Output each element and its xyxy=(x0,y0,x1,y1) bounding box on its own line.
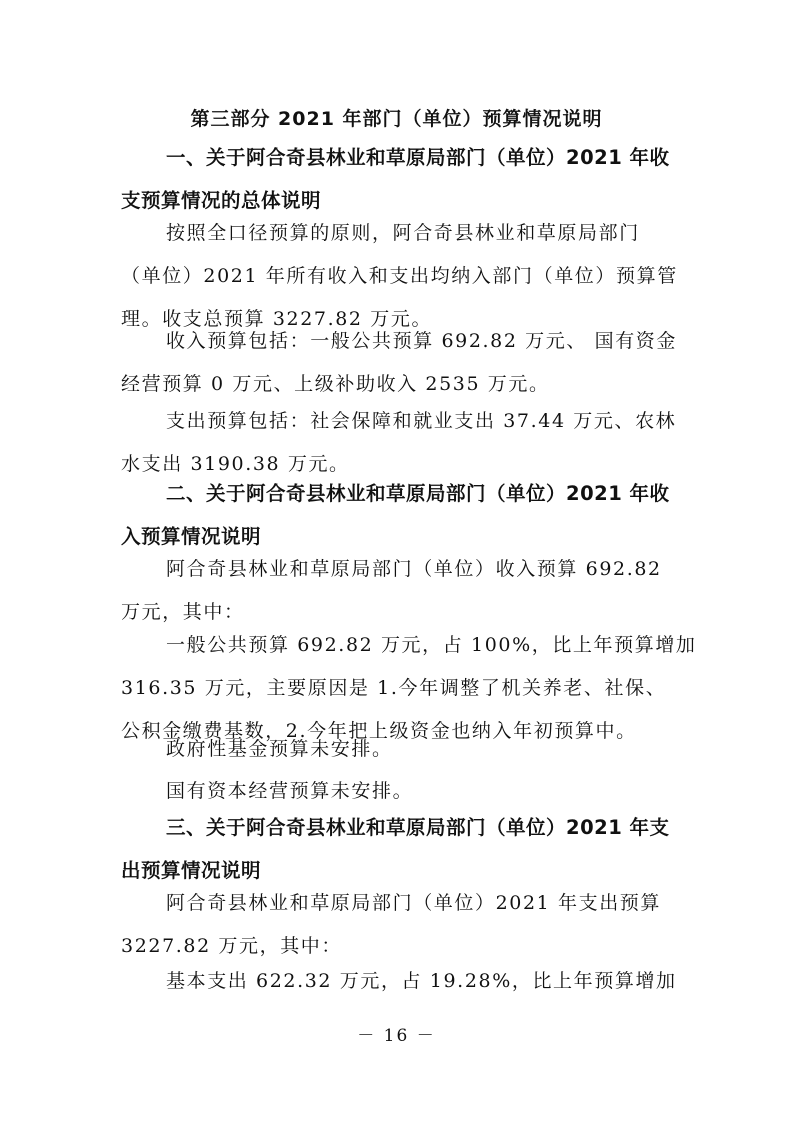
text-line: 一般公共预算 692.82 万元，占 100%，比上年预算增加 xyxy=(166,634,697,656)
text-line: 316.35 万元，主要原因是 1.今年调整了机关养老、社保、 xyxy=(121,677,667,699)
section-heading-2-line-2: 入预算情况说明 xyxy=(121,525,262,548)
section-heading-3 xyxy=(121,806,681,892)
text-line: 支出预算包括：社会保障和就业支出 37.44 万元、农林 xyxy=(166,410,677,432)
text-line: 理。收支总预算 3227.82 万元。 xyxy=(121,308,433,330)
section-3-paragraph-1 xyxy=(121,882,681,968)
text-line: 政府性基金预算未安排。 xyxy=(166,738,393,760)
text-line: 阿合奇县林业和草原局部门（单位）收入预算 692.82 xyxy=(166,558,662,580)
page-number: － 16 － xyxy=(357,1026,436,1046)
section-heading-2 xyxy=(121,472,681,558)
text-line: 3227.82 万元，其中： xyxy=(121,935,343,957)
text-line: 基本支出 622.32 万元，占 19.28%，比上年预算增加 xyxy=(166,970,677,992)
page-title: 第三部分 2021 年部门（单位）预算情况说明 xyxy=(190,108,603,130)
section-heading-1-line-1: 一、关于阿合奇县林业和草原局部门（单位）2021 年收 xyxy=(166,146,670,169)
section-heading-3-line-1: 三、关于阿合奇县林业和草原局部门（单位）2021 年支 xyxy=(166,816,670,839)
text-line: 按照全口径预算的原则，阿合奇县林业和草原局部门 xyxy=(166,222,640,244)
text-line: 水支出 3190.38 万元。 xyxy=(121,453,350,475)
text-line: 阿合奇县林业和草原局部门（单位）2021 年支出预算 xyxy=(166,892,661,914)
section-heading-1 xyxy=(121,136,681,222)
section-2-paragraph-1 xyxy=(121,548,681,634)
section-heading-1-line-2: 支预算情况的总体说明 xyxy=(121,189,322,212)
section-1-paragraph-2 xyxy=(121,320,681,406)
text-line: （单位）2021 年所有收入和支出均纳入部门（单位）预算管 xyxy=(121,265,678,287)
text-line: 国有资本经营预算未安排。 xyxy=(166,780,414,802)
text-line: 公积金缴费基数，2.今年把上级资金也纳入年初预算中。 xyxy=(121,720,637,742)
section-2-paragraph-3 xyxy=(121,728,681,771)
section-heading-2-line-1: 二、关于阿合奇县林业和草原局部门（单位）2021 年收 xyxy=(166,482,670,505)
text-line: 收入预算包括：一般公共预算 692.82 万元、 国有资金 xyxy=(166,330,678,352)
text-line: 万元，其中： xyxy=(121,601,245,623)
text-line: 经营预算 0 万元、上级补助收入 2535 万元。 xyxy=(121,373,550,395)
section-3-paragraph-2 xyxy=(121,960,681,1003)
section-heading-3-line-2: 出预算情况说明 xyxy=(121,859,262,882)
